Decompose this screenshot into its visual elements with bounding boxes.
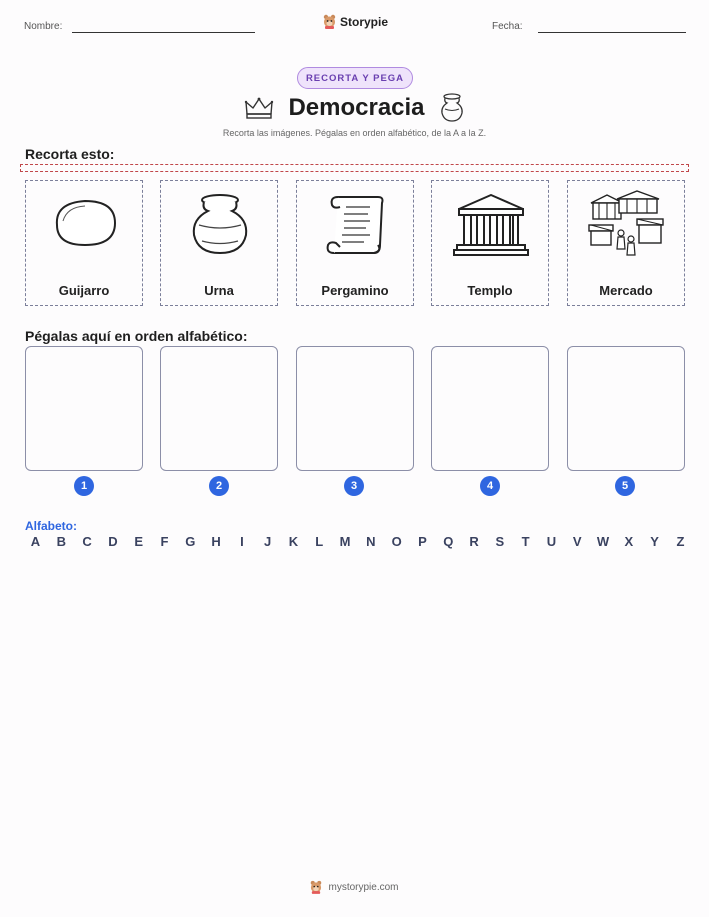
- storypie-mascot-icon: [323, 14, 336, 29]
- alphabet-letter: Y: [650, 534, 659, 549]
- alphabet-letter: C: [82, 534, 92, 549]
- paste-heading: Pégalas aquí en orden alfabético:: [25, 328, 248, 344]
- alphabet-letter: N: [366, 534, 376, 549]
- cut-card-templo[interactable]: [431, 180, 549, 306]
- alphabet-letter: U: [546, 534, 557, 549]
- alphabet-letter: L: [315, 534, 324, 549]
- alphabet-row: [28, 534, 688, 549]
- activity-badge: RECORTA Y PEGA: [297, 67, 413, 89]
- alphabet-letter: V: [572, 534, 582, 549]
- alphabet-letter: X: [624, 534, 634, 549]
- card-label: Mercado: [599, 283, 653, 298]
- slot-number-5: 5: [615, 476, 635, 496]
- slot-number-2: 2: [209, 476, 229, 496]
- alphabet-letter: K: [288, 534, 299, 549]
- paste-slot-2[interactable]: [160, 346, 278, 471]
- alphabet-letter: F: [160, 534, 169, 549]
- alphabet-letter: P: [418, 534, 427, 549]
- alphabet-letter: D: [108, 534, 118, 549]
- alphabet-letter: T: [521, 534, 530, 549]
- cut-card-urna[interactable]: [160, 180, 278, 306]
- date-line[interactable]: [538, 32, 686, 33]
- alphabet-letter: R: [469, 534, 479, 549]
- alphabet-letter: O: [391, 534, 402, 549]
- footer: [0, 880, 709, 894]
- paste-slot-3[interactable]: [296, 346, 414, 471]
- alphabet-letter: S: [495, 534, 505, 549]
- title-text: Democracia: [288, 94, 425, 121]
- alphabet-letter: G: [185, 534, 196, 549]
- cut-line: [20, 164, 689, 172]
- alphabet-letter: M: [339, 534, 351, 549]
- slot-number-4: 4: [480, 476, 500, 496]
- alphabet-letter: J: [264, 534, 272, 549]
- cut-card-pergamino[interactable]: [296, 180, 414, 306]
- paste-slot-4[interactable]: [431, 346, 549, 471]
- alphabet-letter: E: [134, 534, 144, 549]
- slot-number-1: 1: [74, 476, 94, 496]
- alphabet-letter: W: [596, 534, 610, 549]
- crown-icon: [244, 96, 274, 120]
- instructions: Recorta las imágenes. Pégalas en orden alfabético, de la A a la Z.: [222, 128, 487, 138]
- urn-icon: [180, 189, 260, 269]
- cut-card-guijarro[interactable]: [25, 180, 143, 306]
- paste-slot-5[interactable]: [567, 346, 685, 471]
- date-label: Fecha:: [492, 21, 523, 32]
- name-label: Nombre:: [24, 21, 63, 32]
- cut-card-mercado[interactable]: [567, 180, 685, 306]
- alphabet-letter: B: [56, 534, 66, 549]
- alphabet-letter: Q: [443, 534, 454, 549]
- market-icon: [587, 189, 667, 269]
- alphabet-letter: I: [240, 534, 244, 549]
- card-label: Urna: [204, 283, 234, 298]
- page-title: [0, 92, 709, 124]
- slot-number-3: 3: [344, 476, 364, 496]
- paste-slot-1[interactable]: [25, 346, 143, 471]
- footer-url[interactable]: mystorypie.com: [328, 881, 399, 893]
- storypie-logo: [323, 14, 388, 29]
- temple-icon: [451, 189, 531, 269]
- cut-heading: Recorta esto:: [25, 146, 115, 162]
- alphabet-title: Alfabeto:: [25, 519, 77, 533]
- alphabet-letter: A: [30, 534, 41, 549]
- scroll-icon: [316, 189, 396, 269]
- storypie-mascot-icon: [310, 880, 322, 894]
- pebble-icon: [45, 189, 125, 269]
- alphabet-letter: H: [211, 534, 221, 549]
- name-line[interactable]: [72, 32, 255, 33]
- vase-icon: [439, 93, 465, 123]
- brand-name: Storypie: [340, 14, 389, 29]
- card-label: Guijarro: [58, 283, 110, 298]
- card-label: Templo: [467, 283, 513, 298]
- alphabet-letter: Z: [676, 534, 685, 549]
- card-label: Pergamino: [321, 283, 389, 298]
